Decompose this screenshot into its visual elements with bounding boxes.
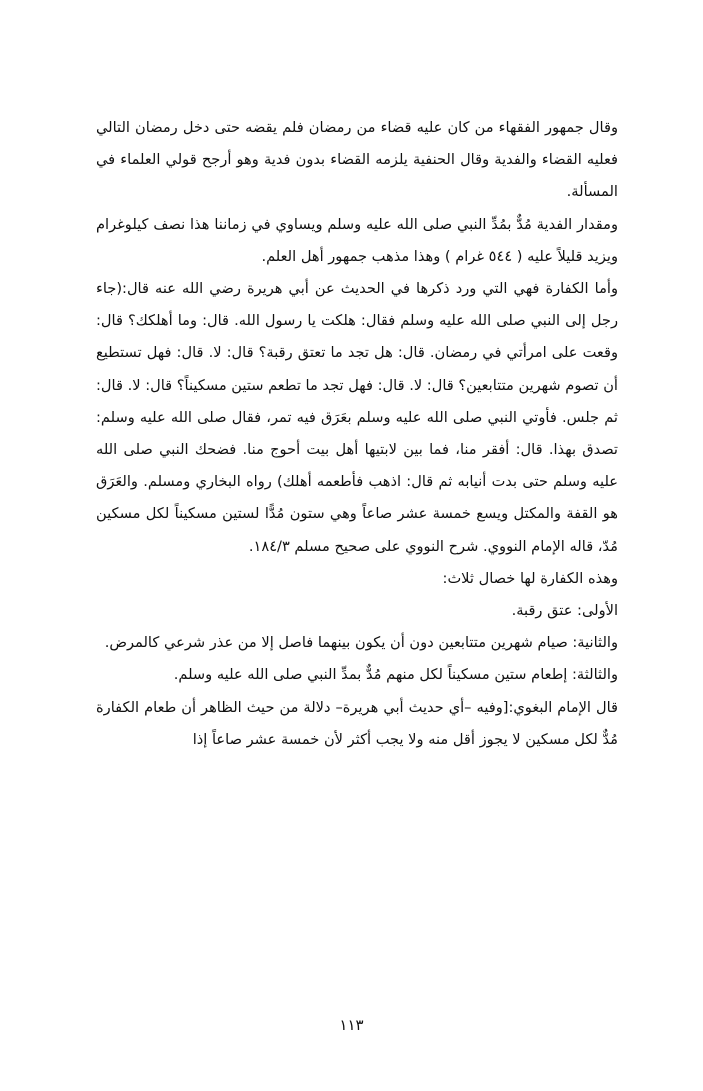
paragraph-second-option: والثانية: صيام شهرين متتابعين دون أن يكون بينهما فاصل إلا من عذر شرعي كالمرض.	[104, 634, 618, 652]
paragraph-kaffara-options: وهذه الكفارة لها خصال ثلاث:	[442, 569, 618, 587]
paragraph-first-option: الأولى: عتق رقبة.	[511, 602, 618, 620]
paragraph-fidya-amount: ومقدار الفدية مُدٌّ بمُدِّ النبي صلى الله عليه وسلم ويساوي في زماننا هذا نصف كيلوغرام ويزيد قليلاً عليه ( ٥٤٤ غرام ) وهذا مذهب جمهور أهل العلم.	[96, 215, 618, 265]
page-number: ١١٣	[339, 1016, 364, 1034]
body-text	[96, 112, 618, 756]
paragraph-third-option: والثالثة: إطعام ستين مسكيناً لكل منهم مُدٌّ بمدِّ النبي صلى الله عليه وسلم.	[173, 666, 618, 684]
paragraph-fasting-makeup: وقال جمهور الفقهاء من كان عليه قضاء من رمضان فلم يقضه حتى دخل رمضان التالي فعليه القضاء والفدية وقال الحنفية يلزمه القضاء بدون فدية وهو أرجح قولي العلماء في المسألة.	[96, 119, 618, 201]
paragraph-baghawi-quote: قال الإمام البغوي:[وفيه –أي حديث أبي هريرة– دلالة من حيث الظاهر أن طعام الكفارة مُدٌّ لكل مسكين لا يجوز أقل منه ولا يجب أكثر لأن خمسة عشر صاعاً إذا	[96, 698, 618, 748]
paragraph-kaffara-hadith: وأما الكفارة فهي التي ورد ذكرها في الحديث عن أبي هريرة رضي الله عنه قال:(جاء رجل إلى النبي صلى الله عليه وسلم فقال: هلكت يا رسول الله. قال: وما أهلكك؟ قال: وقعت على امرأتي في رمضان. قال: هل تجد ما تعتق رقبة؟ قال: لا. قال: فهل تستطيع أن تصوم شهرين متتابعين؟ قال: لا. قال: فهل تجد ما تطعم ستين مسكيناً؟ قال: لا. قال: ثم جلس. فأوتي النبي صلى الله عليه وسلم بعَرَق فيه تمر، فقال صلى الله عليه وسلم: تصدق بهذا. قال: أفقر منا، فما بين لابتيها أهل بيت أحوج منا. فضحك النبي صلى الله عليه وسلم حتى بدت أنيابه ثم قال: اذهب فأطعمه أهلك) رواه البخاري ومسلم. والعَرَق هو القفة والمكتل ويسع خمسة عشر صاعاً وهي ستون مُدًّا لستين مسكيناً لكل مسكين مُدّ، قاله الإمام النووي. شرح النووي على صحيح مسلم ١٨٤/٣.	[96, 280, 618, 555]
